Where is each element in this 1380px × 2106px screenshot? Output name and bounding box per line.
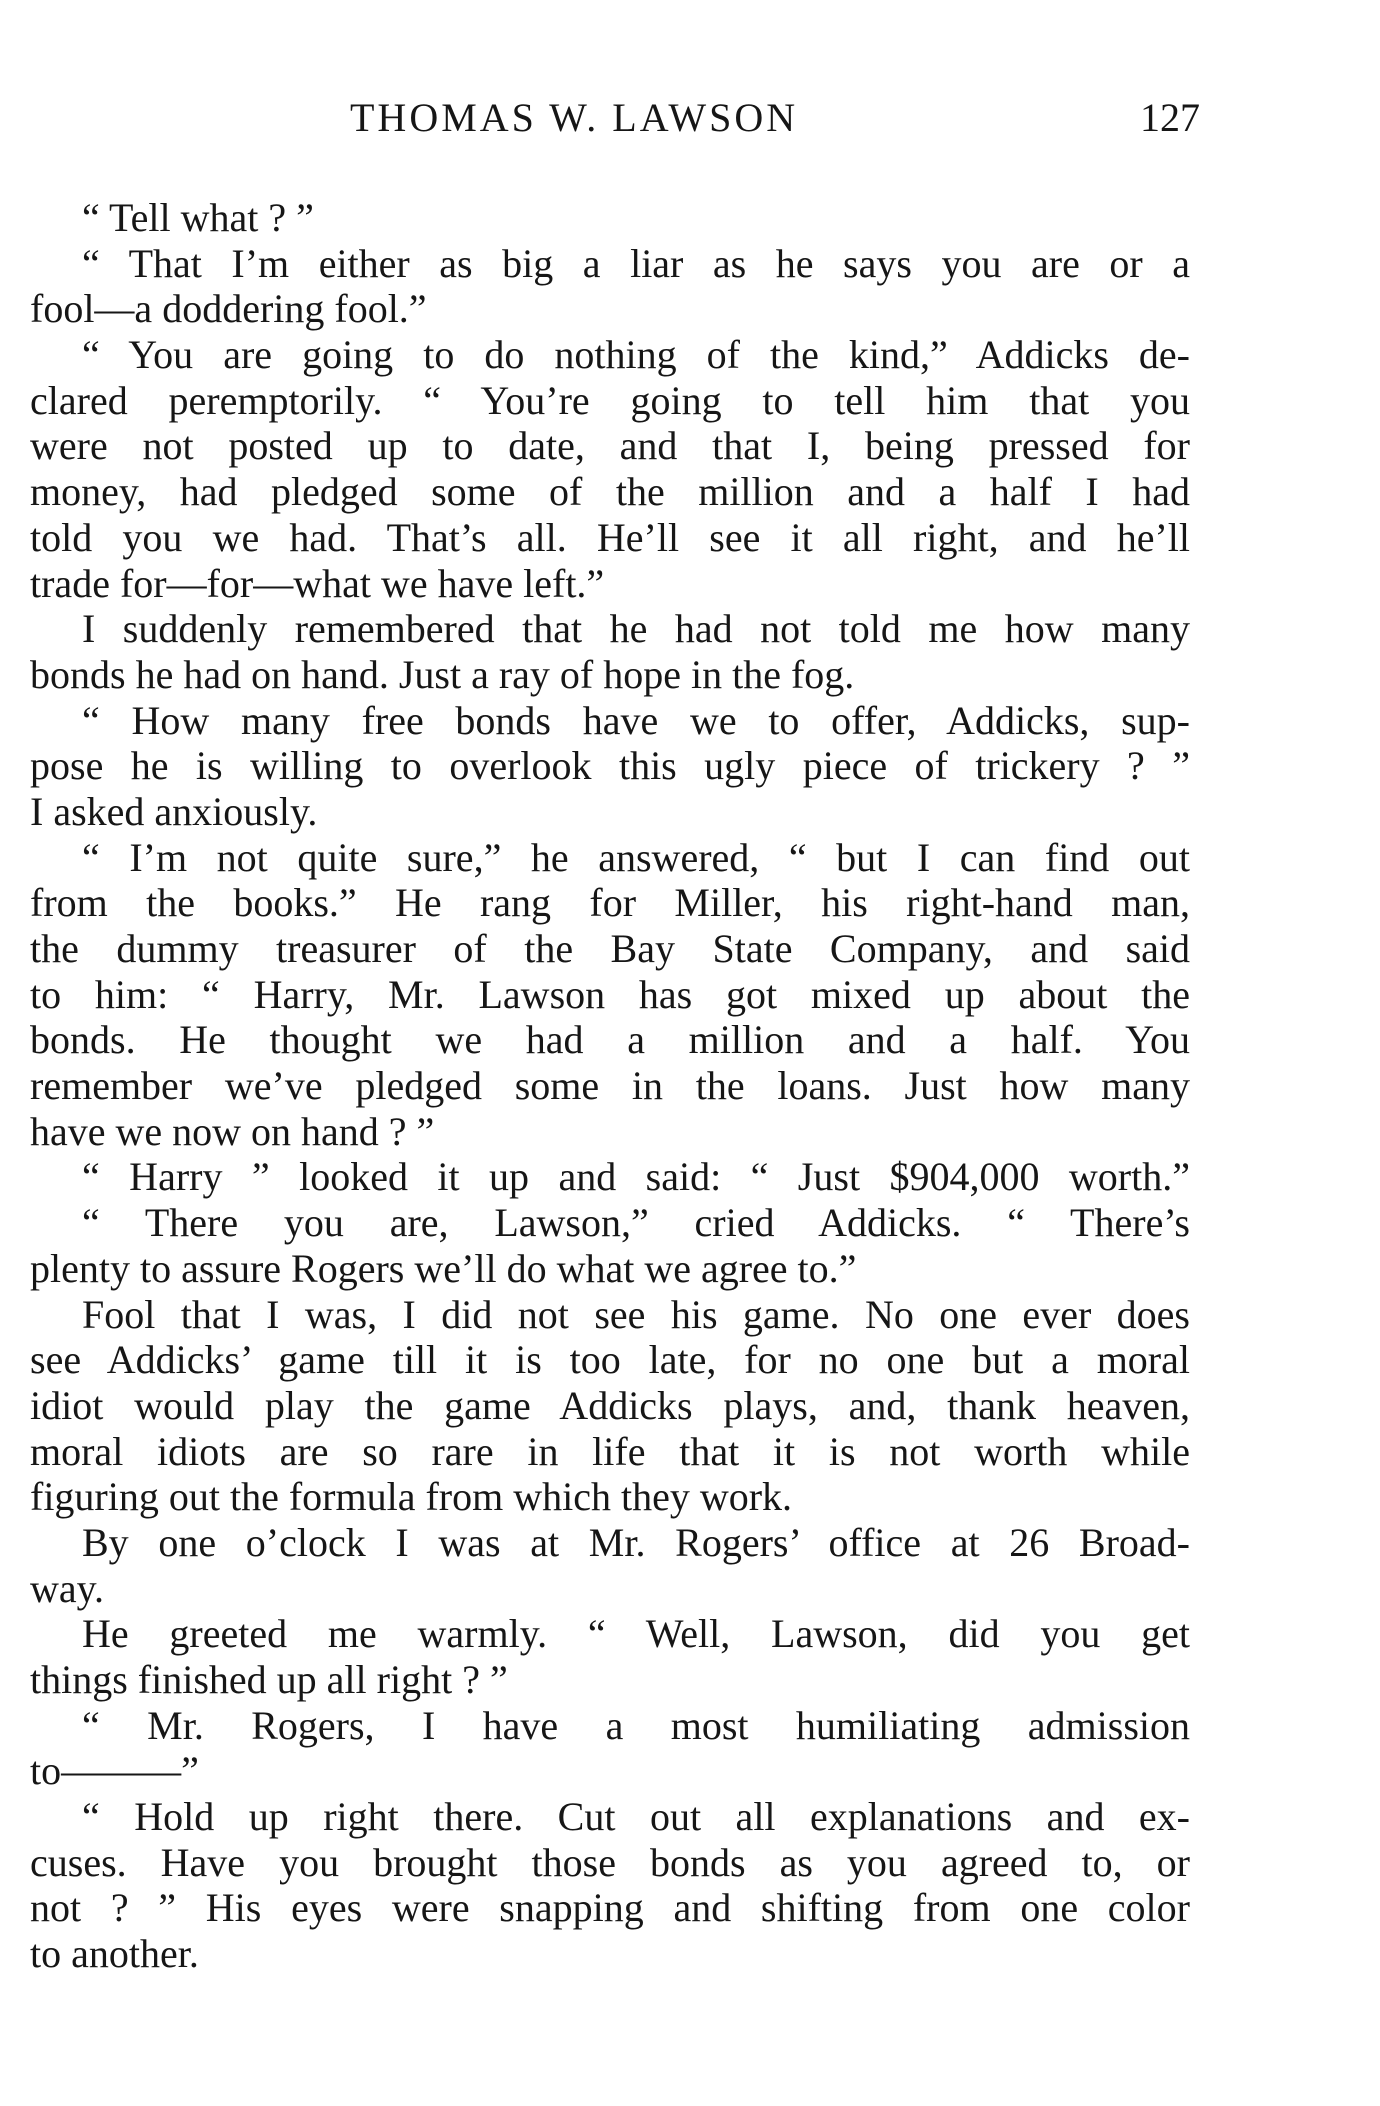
text-line: from the books.” He rang for Miller, his right-hand man, bbox=[30, 880, 1190, 926]
text-line: to another. bbox=[30, 1931, 199, 1977]
text-line: not ? ” His eyes were snapping and shifting from one color bbox=[30, 1885, 1190, 1931]
body-text bbox=[30, 195, 1190, 1977]
text-line: “ Harry ” looked it up and said: “ Just $904,000 worth.” bbox=[82, 1154, 1190, 1200]
text-line: “ That I’m either as big a liar as he says you are or a bbox=[82, 240, 1190, 286]
text-line: pose he is willing to overlook this ugly piece of trickery ? ” bbox=[30, 743, 1190, 789]
running-title: THOMAS W. LAWSON bbox=[350, 95, 799, 140]
page-number: 127 bbox=[1140, 95, 1200, 140]
text-line: “ You are going to do nothing of the kind,” Addicks de- bbox=[82, 332, 1190, 378]
text-line: money, had pledged some of the million and a half I had bbox=[30, 469, 1190, 515]
text-line: “ How many free bonds have we to offer, Addicks, sup- bbox=[82, 697, 1190, 743]
text-line: things finished up all right ? ” bbox=[30, 1657, 508, 1702]
text-line: cuses. Have you brought those bonds as you agreed to, or bbox=[30, 1839, 1190, 1885]
text-line: remember we’ve pledged some in the loans. Just how many bbox=[30, 1063, 1190, 1109]
text-line: By one o’clock I was at Mr. Rogers’ office at 26 Broad- bbox=[82, 1519, 1190, 1565]
text-line: “ Mr. Rogers, I have a most humiliating admission bbox=[82, 1702, 1190, 1748]
text-line: “ There you are, Lawson,” cried Addicks. “ There’s bbox=[82, 1200, 1190, 1246]
text-line: “ Hold up right there. Cut out all explanations and ex- bbox=[82, 1794, 1190, 1840]
text-line: way. bbox=[30, 1565, 105, 1611]
text-line: moral idiots are so rare in life that it is not worth while bbox=[30, 1428, 1190, 1474]
text-line: I suddenly remembered that he had not told me how many bbox=[82, 606, 1190, 652]
text-line: figuring out the formula from which they work. bbox=[30, 1474, 793, 1520]
text-line: I asked anxiously. bbox=[30, 788, 318, 834]
text-line: idiot would play the game Addicks plays, and, thank heaven, bbox=[30, 1382, 1190, 1428]
text-line: trade for—for—what we have left.” bbox=[30, 560, 605, 606]
running-head bbox=[30, 88, 1200, 148]
text-line: Fool that I was, I did not see his game. No one ever does bbox=[82, 1291, 1190, 1337]
text-line: to———” bbox=[30, 1748, 199, 1794]
text-line: clared peremptorily. “ You’re going to tell him that you bbox=[30, 377, 1190, 423]
text-line: see Addicks’ game till it is too late, for no one but a moral bbox=[30, 1337, 1190, 1383]
text-line: the dummy treasurer of the Bay State Company, and said bbox=[30, 926, 1190, 971]
text-line: bonds. He thought we had a million and a half. You bbox=[30, 1017, 1190, 1063]
text-line: “ Tell what ? ” bbox=[82, 195, 314, 240]
text-line: He greeted me warmly. “ Well, Lawson, did you get bbox=[82, 1611, 1190, 1657]
text-line: “ I’m not quite sure,” he answered, “ but I can find out bbox=[82, 834, 1190, 880]
text-line: told you we had. That’s all. He’ll see it all right, and he’ll bbox=[30, 514, 1190, 560]
text-line: were not posted up to date, and that I, being pressed for bbox=[30, 423, 1190, 469]
text-line: have we now on hand ? ” bbox=[30, 1108, 435, 1154]
text-line: bonds he had on hand. Just a ray of hope in the fog. bbox=[30, 651, 855, 697]
text-line: to him: “ Harry, Mr. Lawson has got mixed up about the bbox=[30, 971, 1190, 1017]
text-line: plenty to assure Rogers we’ll do what we agree to.” bbox=[30, 1245, 857, 1291]
text-line: fool—a doddering fool.” bbox=[30, 286, 427, 332]
